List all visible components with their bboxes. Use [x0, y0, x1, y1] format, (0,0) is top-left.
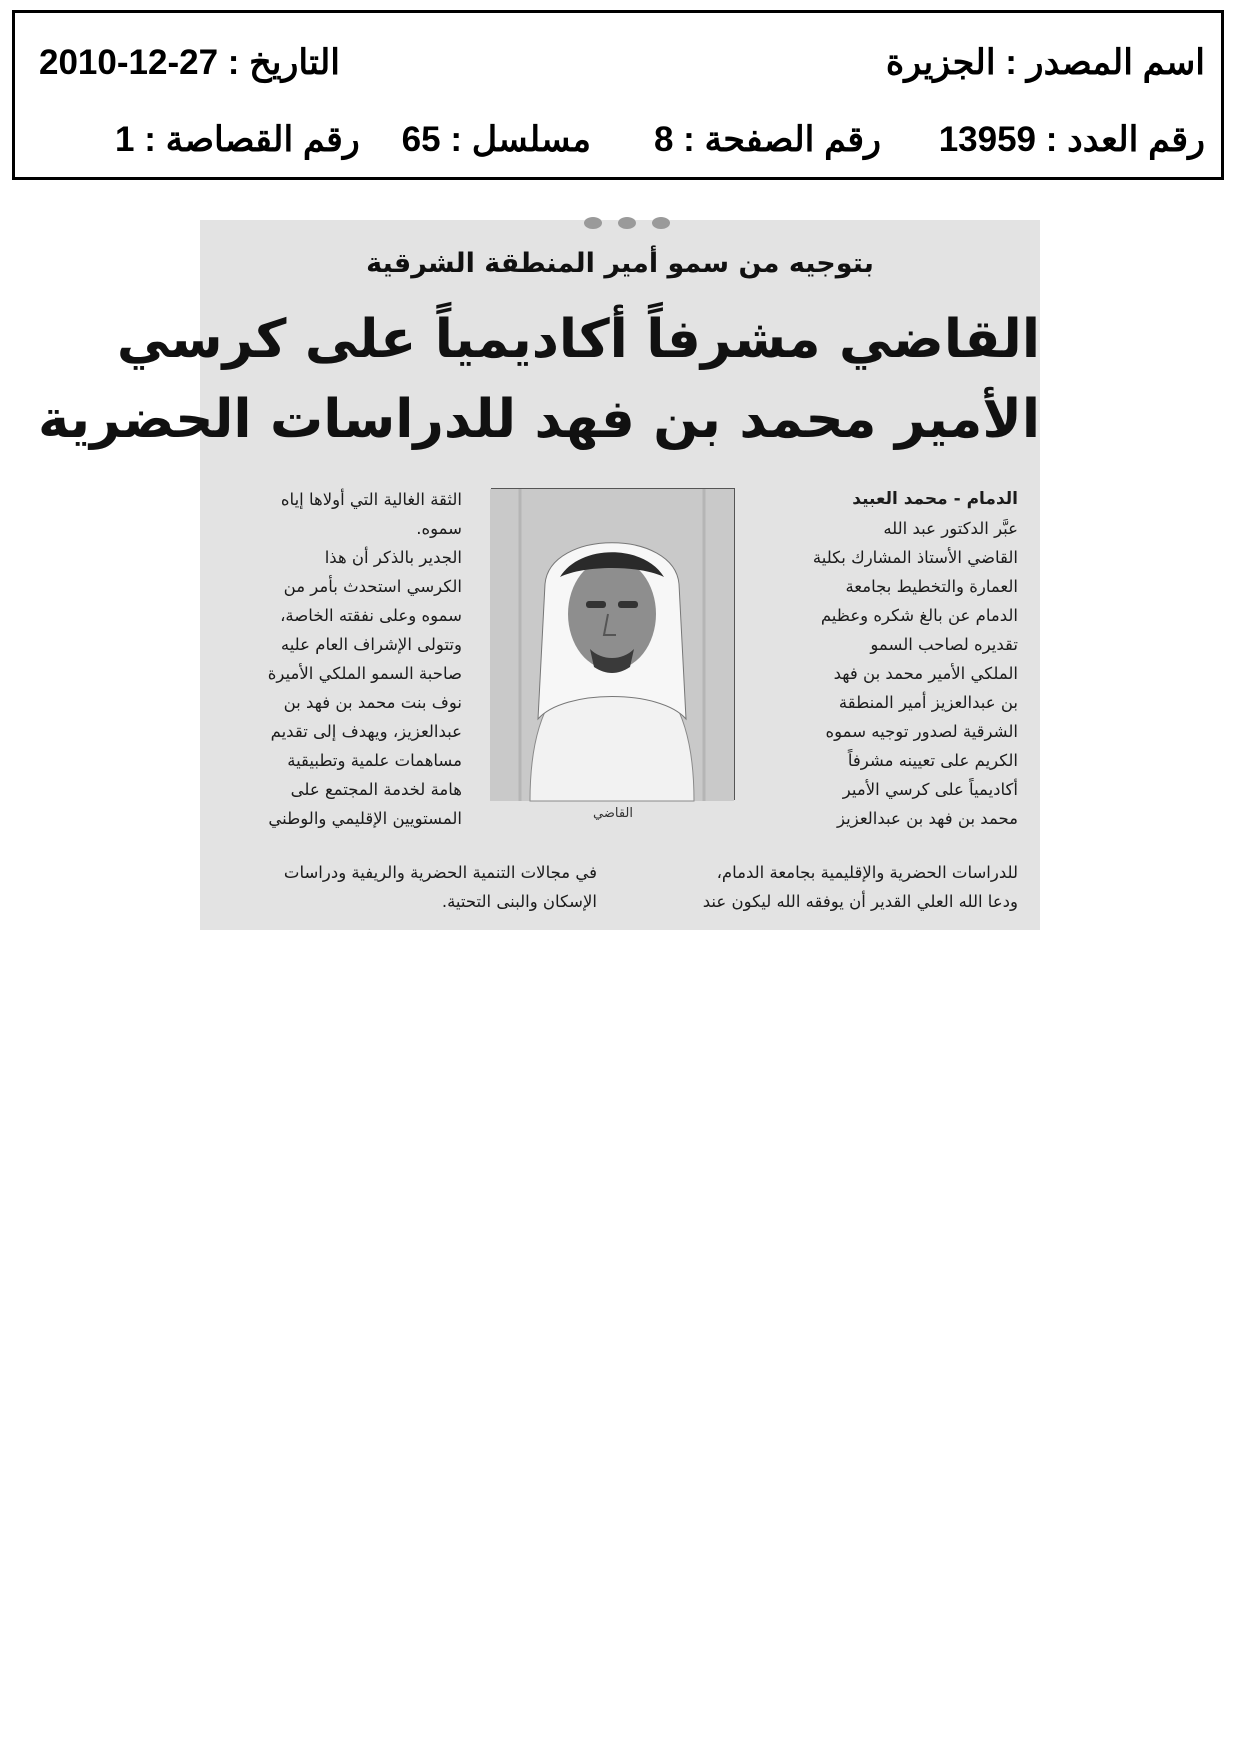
- bottom-right-line: للدراسات الحضرية والإقليمية بجامعة الدمام،: [716, 863, 1018, 882]
- bottom-left-line: الإسكان والبنى التحتية.: [441, 892, 597, 911]
- right-line: تقديره لصاحب السمو: [870, 635, 1018, 654]
- right-line: الدمام عن بالغ شكره وعظيم: [820, 606, 1018, 625]
- article-supertitle: بتوجيه من سمو أمير المنطقة الشرقية: [366, 248, 874, 279]
- left-line: هامة لخدمة المجتمع على: [290, 780, 462, 799]
- left-line: نوف بنت محمد بن فهد بن: [283, 693, 462, 712]
- right-column: [768, 485, 1018, 833]
- headline-line-2: الأمير محمد بن فهد للدراسات الحضرية: [38, 389, 1040, 450]
- left-column: [212, 485, 462, 833]
- portrait-image: [490, 489, 734, 801]
- left-line: وتتولى الإشراف العام عليه: [280, 635, 462, 654]
- left-line: مساهمات علمية وتطبيقية: [287, 751, 462, 770]
- bottom-right-line: ودعا الله العلي القدير أن يوفقه الله ليكون عند: [702, 892, 1018, 911]
- right-line: الملكي الأمير محمد بن فهد: [833, 664, 1018, 683]
- bottom-right-text: [623, 858, 1018, 916]
- left-line: الجدير بالذكر أن هذا: [324, 548, 462, 567]
- left-line: الثقة الغالية التي أولاها إياه: [280, 490, 462, 509]
- left-line: سموه.: [416, 519, 462, 538]
- right-line: الشرقية لصدور توجيه سموه: [825, 722, 1018, 741]
- newspaper-clipping: [38, 220, 1040, 930]
- serial-field: مسلسل : 65: [401, 120, 591, 159]
- right-line: عبَّر الدكتور عبد الله: [883, 519, 1018, 538]
- right-line: الكريم على تعيينه مشرفاً: [847, 751, 1018, 770]
- headline-line-1: القاضي مشرفاً أكاديمياً على كرسي: [116, 309, 1040, 370]
- clip-number-field: رقم القصاصة : 1: [115, 120, 360, 159]
- right-line: محمد بن فهد بن عبدالعزيز: [837, 809, 1018, 828]
- photo-caption: القاضي: [593, 806, 633, 821]
- portrait-photo: [491, 488, 735, 800]
- page-number-field: رقم الصفحة : 8: [653, 120, 881, 159]
- right-line: بن عبدالعزيز أمير المنطقة: [838, 693, 1018, 712]
- bottom-left-line: في مجالات التنمية الحضرية والريفية ودراسات: [283, 863, 597, 882]
- left-line: سموه وعلى نفقته الخاصة،: [280, 606, 462, 625]
- right-line: العمارة والتخطيط بجامعة: [845, 577, 1018, 596]
- right-line: أكاديمياً على كرسي الأمير: [842, 780, 1018, 799]
- right-line: القاضي الأستاذ المشارك بكلية: [812, 548, 1018, 567]
- decorative-dots: [568, 214, 678, 228]
- left-line: عبدالعزيز، ويهدف إلى تقديم: [270, 722, 462, 741]
- date-field: التاريخ : 27-12-2010: [39, 43, 341, 82]
- bottom-left-text: [212, 858, 597, 916]
- left-line: الكرسي استحدث بأمر من: [283, 577, 462, 596]
- clipping-metadata-box: [12, 10, 1224, 180]
- byline: الدمام - محمد العبيد: [852, 489, 1018, 509]
- left-line: المستويين الإقليمي والوطني: [268, 809, 462, 828]
- issue-number-field: رقم العدد : 13959: [938, 120, 1205, 159]
- left-line: صاحبة السمو الملكي الأميرة: [267, 664, 462, 683]
- source-field: اسم المصدر : الجزيرة: [885, 43, 1205, 82]
